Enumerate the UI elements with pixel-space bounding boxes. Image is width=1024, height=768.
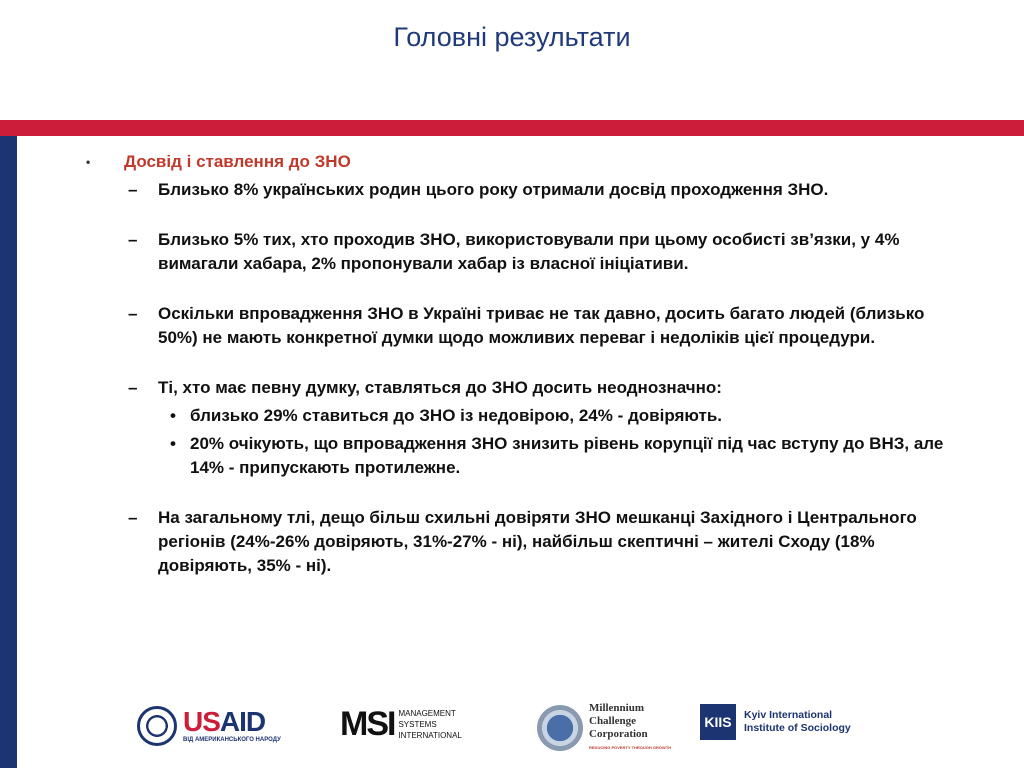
msi-line1: MANAGEMENT	[398, 709, 456, 718]
list-item-text: Оскільки впровадження ЗНО в Україні триває не так давно, досить багато людей (близько 50%) не мають конкретної думки щодо можливих переваг і недоліків цієї процедури.	[158, 304, 925, 347]
sub-list-item-text: близько 29% ставиться до ЗНО із недовірою, 24% - довіряють.	[190, 406, 723, 425]
list-item-text: На загальному тлі, дещо більш схильні довіряти ЗНО мешканці Західного і Центрального регіонів (24%-26% довіряють, 31%-27% - ні), найбільш скептичні – жителі Сходу (18% довіряють, 35% - ні).	[158, 508, 917, 575]
dash-icon: –	[128, 304, 138, 323]
list-item-text: Близько 8% українських родин цього року отримали досвід проходження ЗНО.	[158, 180, 829, 199]
list-item	[128, 376, 956, 400]
mcc-line2: Challenge	[589, 715, 637, 727]
kiis-line1: Kyiv International	[744, 709, 833, 721]
msi-line3: INTERNATIONAL	[398, 731, 462, 740]
mcc-seal-icon	[537, 705, 583, 751]
usaid-wordmark: USAID	[183, 706, 266, 737]
sub-list-item	[170, 404, 956, 428]
kiis-mark-icon: KIIS	[700, 704, 736, 740]
dash-icon: –	[128, 230, 138, 249]
msi-mark: MSI	[340, 705, 395, 743]
list-item	[128, 302, 956, 350]
sub-list-item-text: 20% очікують, що впровадження ЗНО знизить рівень корупції під час вступу до ВНЗ, але 14% - припускають протилежне.	[190, 434, 944, 477]
msi-line2: SYSTEMS	[398, 720, 437, 729]
header-red-band	[0, 120, 1024, 136]
list-item-text: Близько 5% тих, хто проходив ЗНО, використовували при цьому особисті зв’язки, у 4% вимагали хабара, 2% пропонували хабар із власної ініціативи.	[158, 230, 900, 273]
sub-bullet-icon: •	[170, 406, 176, 425]
kiis-logo	[700, 704, 851, 740]
dash-icon: –	[128, 180, 138, 199]
slide-content	[86, 150, 956, 604]
left-blue-bar	[0, 136, 17, 768]
list-item	[128, 228, 956, 276]
bullet-heading	[86, 150, 956, 174]
usaid-seal-icon	[137, 706, 177, 746]
sub-bullet-icon: •	[170, 434, 176, 453]
mcc-logo	[537, 702, 671, 754]
kiis-line2: Institute of Sociology	[744, 722, 851, 734]
logo-strip	[0, 700, 1024, 760]
usaid-logo	[137, 702, 292, 750]
heading-text: Досвід і ставлення до ЗНО	[124, 152, 351, 171]
sub-list-item	[170, 432, 956, 480]
list-item-text: Ті, хто має певну думку, ставляться до ЗНО досить неоднозначно:	[158, 378, 722, 397]
mcc-tagline: REDUCING POVERTY THROUGH GROWTH	[589, 745, 672, 750]
list-item	[128, 178, 956, 202]
dash-icon: –	[128, 508, 138, 527]
slide-title: Головні результати	[393, 22, 631, 52]
mcc-line1: Millennium	[589, 702, 645, 714]
list-item	[128, 506, 956, 578]
bullet-icon: •	[86, 155, 91, 169]
msi-logo	[340, 705, 462, 743]
mcc-line3: Corporation	[589, 728, 648, 740]
usaid-tagline: ВІД АМЕРИКАНСЬКОГО НАРОДУ	[183, 737, 281, 743]
dash-icon: –	[128, 378, 138, 397]
